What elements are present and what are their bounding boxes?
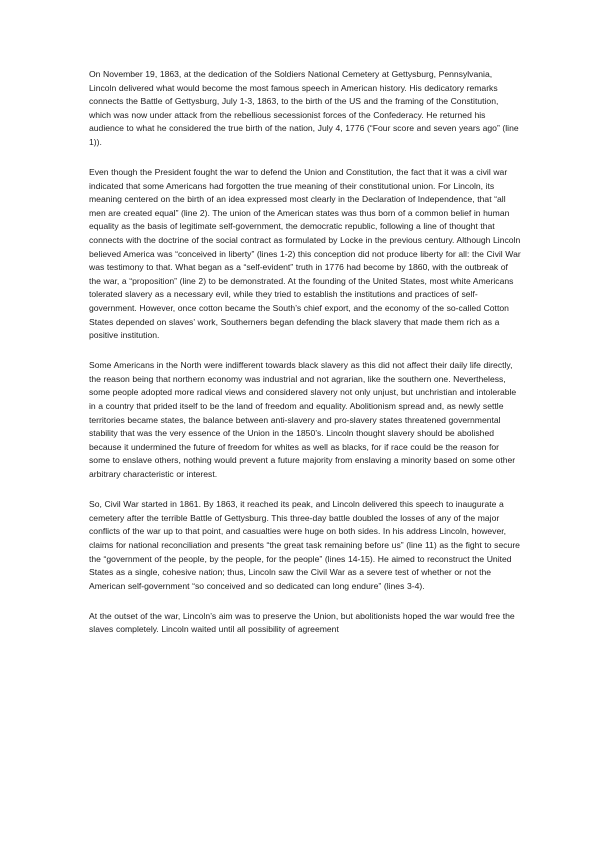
paragraph-2: Even though the President fought the war to defend the Union and Constitution, the fact that it was a civil war indicated that some Americans had forgotten the true meaning of their constitutional union. For Lincoln, its meaning centered on the birth of an idea expressed most clearly in the Declaration of Independence, that “all men are created equal” (line 2). The union of the American states was thus born of a common belief in human equality as the basis of legitimate self-government, the democratic republic, following a line of thought that connects with the doctrine of the social contract as formulated by Locke in the previous century. Although Lincoln believed America was “conceived in liberty” (lines 1-2) this conception did not produce liberty for all: the Civil War was testimony to that. What began as a “self-evident” truth in 1776 had become by 1860, with the outbreak of the war, a “proposition” (line 2) to be demonstrated. At the founding of the United States, most white Americans tolerated slavery as a necessary evil, while they tried to establish the institutions and practices of self- government. However, once cotton became the South’s chief export, and the economy of the so-called Cotton States depended on slaves’ work, Southerners began defending the black slavery that made them rich as a positive institution. — [89, 167, 521, 341]
document-body — [89, 68, 521, 653]
paragraph-1: On November 19, 1863, at the dedication of the Soldiers National Cemetery at Gettysburg, Pennsylvania, Lincoln delivered what would become the most famous speech in American history. His dedicatory remarks connects the Battle of Gettysburg, July 1-3, 1863, to the birth of the US and the framing of the Constitution, which was now under attack from the rebellious secessionist forces of the Confederacy. He returned his audience to what he considered the true birth of the nation, July 4, 1776 (“Four score and seven years ago” (line 1)). — [89, 69, 519, 147]
paragraph-4: So, Civil War started in 1861. By 1863, it reached its peak, and Lincoln delivered this speech to inaugurate a cemetery after the terrible Battle of Gettysburg. This three-day battle doubled the losses of any of the major conflicts of the war up to that point, and casualties were huge on both sides. In his address Lincoln, however, claims for national reconciliation and presents “the great task remaining before us” (line 11) as the fight to secure the “government of the people, by the people, for the people” (lines 14-15). He aimed to reconstruct the United States as a single, cohesive nation; thus, Lincoln saw the Civil War as a severe test of whether or not the American self-government “so conceived and so dedicated can long endure” (lines 3-4). — [89, 499, 520, 591]
paragraph-5: At the outset of the war, Lincoln’s aim was to preserve the Union, but abolitionists hoped the war would free the slaves completely. Lincoln waited until all possibility of agreement — [89, 610, 515, 635]
paragraph-3: Some Americans in the North were indifferent towards black slavery as this did not affect their daily life directly, the reason being that northern economy was industrial and not agrarian, like the southern one. Nevertheless, some people adopted more radical views and considered slavery not only unjust, but unchristian and intolerable in a country that prided itself to be the land of freedom and equality. Abolitionism spread and, as newly settle territories became states, the balance between anti-slavery and pro-slavery states threatened governmental stability that was the very essence of the Union in the 1850’s. Lincoln thought slavery should be abolished because it undermined the future of freedom for whites as well as blacks, for if race could be the reason for some to enslave others, nothing would prevent a future majority from enslaving a minority based on some other arbitrary characteristic or interest. — [89, 360, 517, 480]
